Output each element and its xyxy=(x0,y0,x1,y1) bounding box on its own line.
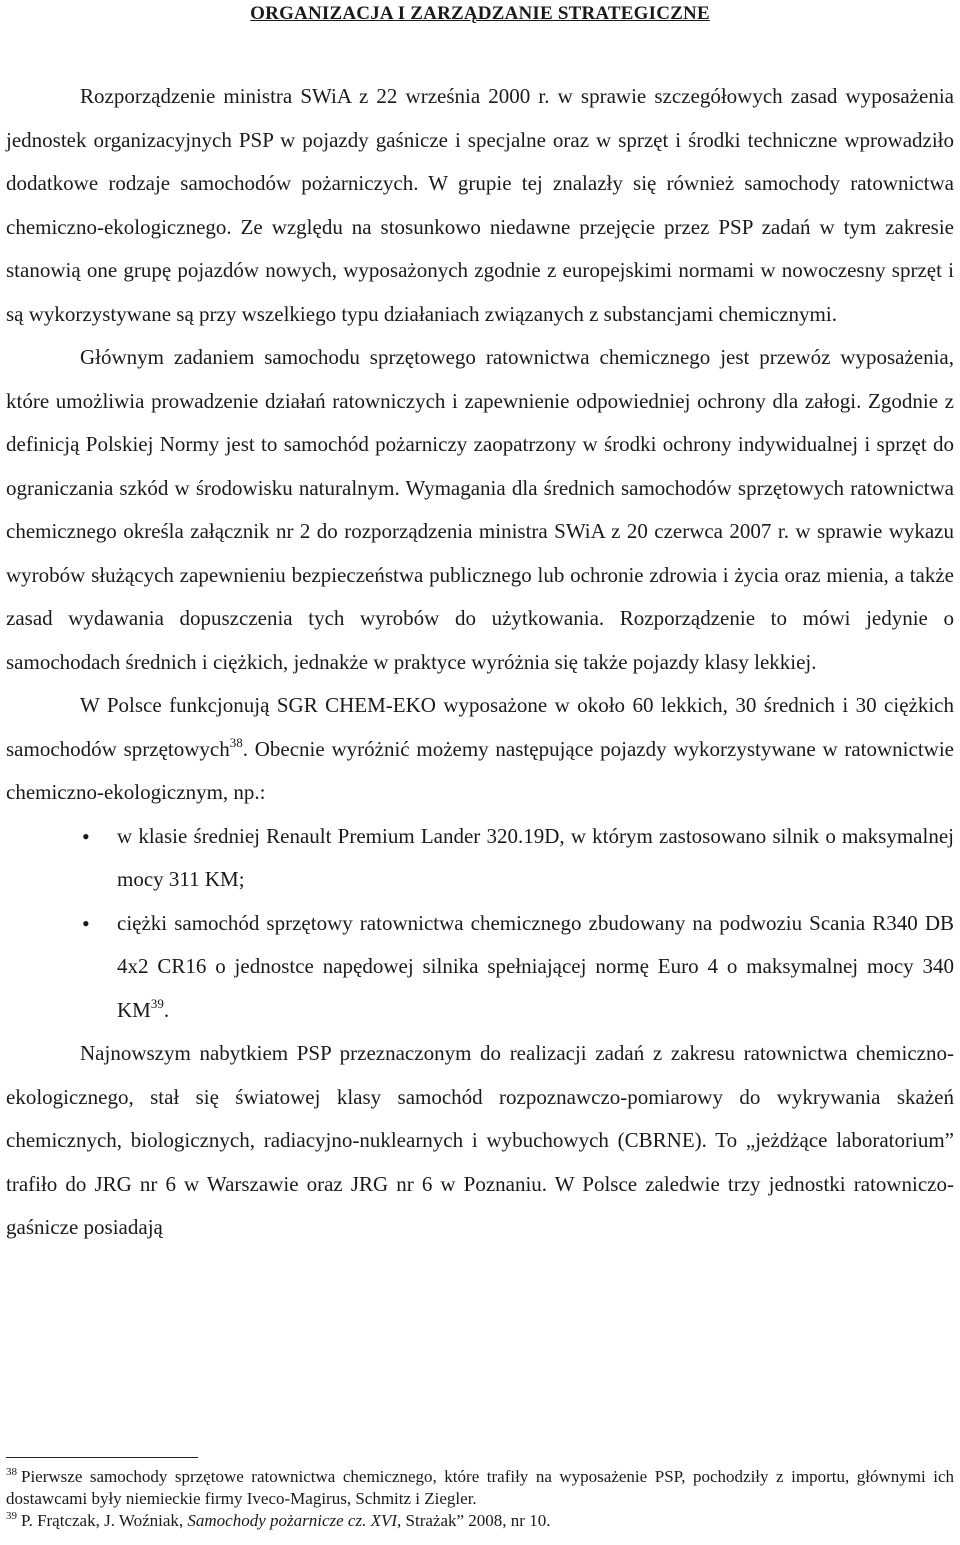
document-page xyxy=(6,0,954,1250)
list-item-text: ciężki samochód sprzętowy ratownictwa chemicznego zbudowany na podwoziu Scania R340 DB 4x2 CR16 o jednostce napędowej silnika spełniającej normę Euro 4 o maksymalnej mocy 340 KM xyxy=(117,910,954,1022)
paragraph-3-text-cont: . Obecnie wyróżnić możemy następujące pojazdy wykorzystywane w ratownictwie chemiczno-ekologicznym, np.: xyxy=(6,736,954,804)
footnote-39 xyxy=(6,1510,954,1532)
footnote-source: Strażak” 2008, nr 10. xyxy=(401,1511,551,1530)
footnote-number: 39 xyxy=(6,1510,17,1522)
running-header: ORGANIZACJA I ZARZĄDZANIE STRATEGICZNE xyxy=(250,3,710,24)
list-item-text: w klasie średniej Renault Premium Lander 320.19D, w którym zastosowano silnik o maksymalnej mocy 311 KM; xyxy=(117,823,954,891)
paragraph-3-text: W Polsce funkcjonują SGR CHEM-EKO wyposażone w około 60 lekkich, 30 średnich i 30 ciężkich samochodów sprzętowych xyxy=(6,693,954,761)
footnote-author: P. Frątczak, J. Woźniak, xyxy=(21,1511,188,1530)
paragraph-2: Głównym zadaniem samochodu sprzętowego ratownictwa chemicznego jest przewóz wyposażenia, które umożliwia prowadzenie działań ratowniczych i zapewnienie odpowiedniej ochrony dla załogi. Zgodnie z definicją Polskiej Normy jest to samochód pożarniczy zaopatrzony w środki ochrony indywidualnej i sprzęt do ograniczania szkód w środowisku naturalnym. Wymagania dla średnich samochodów sprzętowych ratownictwa chemicznego określa załącznik nr 2 do rozporządzenia ministra SWiA z 20 czerwca 2007 r. w sprawie wykazu wyrobów służących zapewnieniu bezpieczeństwa publicznego lub ochronie zdrowia i życia oraz mienia, a także zasad wydawania dopuszczenia tych wyrobów do użytkowania. Rozporządzenie to mówi jedynie o samochodach średnich i ciężkich, jednakże w praktyce wyróżnia się także pojazdy klasy lekkiej. xyxy=(6,345,954,674)
footnote-title: Samochody pożarnicze cz. XVI, xyxy=(187,1511,402,1530)
paragraph-1: Rozporządzenie ministra SWiA z 22 września 2000 r. w sprawie szczegółowych zasad wyposażenia jednostek organizacyjnych PSP w pojazdy gaśnicze i specjalne oraz w sprzęt i środki techniczne wprowadziło dodatkowe rodzaje samochodów pożarniczych. W grupie tej znalazły się również samochody ratownictwa chemiczno-ekologicznego. Ze względu na stosunkowo niedawne przejęcie przez PSP zadań w tym zakresie stanowią one grupę pojazdów nowych, wyposażonych zgodnie z europejskimi normami w nowoczesny sprzęt i są wykorzystywane są przy wszelkiego typu działaniach związanych z substancjami chemicznymi. xyxy=(6,84,954,326)
footnote-38 xyxy=(6,1466,954,1510)
footnote-text: Pierwsze samochody sprzętowe ratownictwa chemicznego, które trafiły na wyposażenie PSP, pochodziły z importu, głównymi ich dostawcami były niemieckie firmy Iveco-Magirus, Schmitz i Ziegler. xyxy=(6,1467,954,1508)
list-item xyxy=(6,902,954,1033)
vehicle-list xyxy=(6,815,954,1033)
footnote-ref-39[interactable]: 39 xyxy=(150,995,164,1011)
list-item xyxy=(6,815,954,902)
paragraph-3 xyxy=(6,684,954,815)
footnotes xyxy=(6,1457,954,1532)
paragraph-4: Najnowszym nabytkiem PSP przeznaczonym do realizacji zadań z zakresu ratownictwa chemiczno-ekologicznego, stał się światowej klasy samochód rozpoznawczo-pomiarowy do wykrywania skażeń chemicznych, biologicznych, radiacyjno-nuklearnych i wybuchowych (CBRNE). To „jeżdżące laboratorium” trafiło do JRG nr 6 w Warszawie oraz JRG nr 6 w Poznaniu. W Polsce zaledwie trzy jednostki ratowniczo-gaśnicze posiadają xyxy=(6,1041,954,1239)
bullet-icon: • xyxy=(82,823,90,849)
list-item-end: . xyxy=(163,997,170,1022)
footnote-divider xyxy=(6,1457,198,1458)
footnote-number: 38 xyxy=(6,1466,17,1478)
footnote-ref-38[interactable]: 38 xyxy=(229,734,243,750)
bullet-icon: • xyxy=(82,910,90,936)
body-text xyxy=(6,75,954,1250)
